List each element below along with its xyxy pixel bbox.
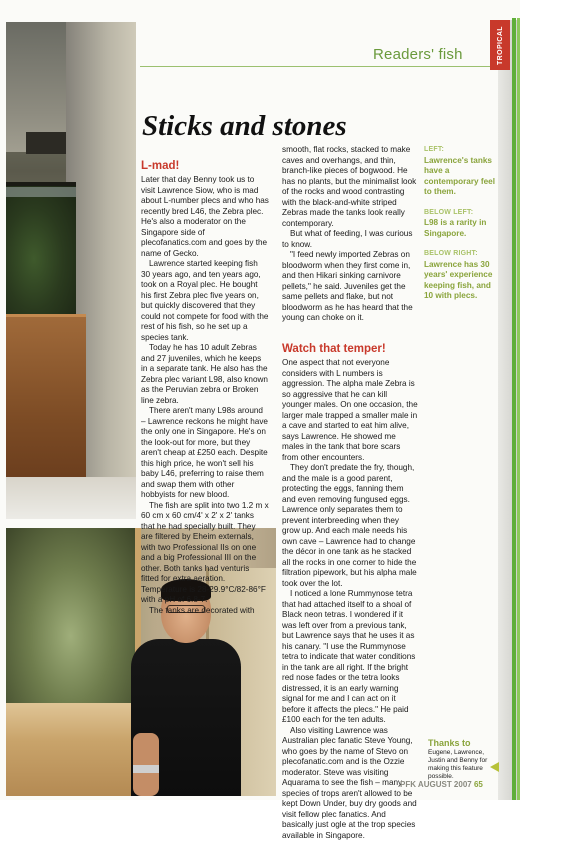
thanks-box (428, 738, 498, 781)
caption-label: BELOW LEFT: (424, 208, 496, 219)
section-tag-label: TROPICAL (497, 26, 504, 65)
paragraph: The tanks are decorated with (141, 606, 269, 617)
article-column-1 (141, 160, 269, 616)
caption-below-left (424, 208, 496, 240)
subheading-l-mad: L-mad! (141, 160, 269, 173)
page-edge-stripe (512, 18, 516, 800)
article-column-2-continued (282, 343, 418, 841)
article-headline: Sticks and stones (142, 110, 402, 143)
paragraph: Also visiting Lawrence was Australian plec fanatic Steve Young, who goes by the name of Stevo on plecofanatic.com and is the Ozzie moderator. Steve was visiting Aquarama to see the fish – many species of trops aren't allowed to be kept Down Under, buy dry goods and visit fellow plec fanatics. And basically just ogle at the trop species available in Singapore. (282, 726, 418, 841)
paragraph: But what of feeding, I was curious to know. (282, 229, 418, 250)
photo-tank-light (6, 187, 76, 197)
thanks-body: Eugene, Lawrence, Justin and Benny for making this feature possible. (428, 749, 498, 781)
footer-magazine: PFK AUGUST 2007 (400, 780, 472, 789)
caption-text: L98 is a rarity in Singapore. (424, 218, 486, 238)
caption-below-right (424, 249, 496, 302)
subheading-watch-that-temper: Watch that temper! (282, 343, 418, 356)
paragraph: I noticed a lone Rummynose tetra that had attached itself to a shoal of Black neon tetras. I wondered if it was left over from a previous tank, but Lawrence says that he uses it as his canary. "I use the Rummynose tetra to indicate that water conditions in the tank are all right. If the bright red nose fades or the tetra looks distressed, it is an early warning signal for me and I can act on it before it affects the plecs." He paid £100 each for the ten adults. (282, 589, 418, 726)
end-arrow-icon (490, 762, 499, 772)
page-number: 65 (474, 780, 483, 789)
caption-text: Lawrence's tanks have a contemporary feel to them. (424, 156, 495, 197)
caption-text: Lawrence has 30 years' experience keeping fish, and 10 with plecs. (424, 260, 492, 301)
photo-captions (424, 145, 496, 312)
paragraph: One aspect that not everyone considers with L numbers is aggression. The alpha male Zebra is so aggressive that he can kill younger males. On one occasion, the larger male trapped a smaller male in a cave and started to eat him alive, says Lawrence. He showed me males in the tank that bore scars from other encounters. (282, 358, 418, 463)
section-title: Readers' fish (373, 46, 488, 63)
photo-aquarium-room (6, 22, 136, 519)
paragraph: Later that day Benny took us to visit Lawrence Siow, who is mad about L-number plecs and who has recently bred L46, the Zebra plec. He's also a moderator on the Singapore side of plecofanatics.com and goes by the name of Gecko. (141, 175, 269, 259)
paragraph: There aren't many L98s around – Lawrence reckons he might have the only one in Singapore. He's on the look-out for more, but they aren't cheap at £250 each. Despite this high price, he won't sell his baby L46, preferring to raise them and swap them with other hobbyists for new blood. (141, 406, 269, 501)
paragraph: They don't predate the fry, though, and the male is a good parent, protecting the eggs, fanning them and even removing fungused eggs. Lawrence only separates them to prevent interbreeding when they grow up. And each male needs his own cave – Lawrence had to change the décor in one tank as he stacked all the rocks in one corner to hide the filtration pipework, but his alpha male took over the lot. (282, 463, 418, 589)
paragraph: "I feed newly imported Zebras on bloodworm when they first come in, and then Hikari sinking carnivore pellets," he said. Juveniles get the same pellets and flake, but not bloodworm as he has heard that the young can choke on it. (282, 250, 418, 324)
photo-tank-stand (6, 703, 141, 796)
caption-left (424, 145, 496, 198)
photo-floor (6, 477, 136, 519)
section-tag (490, 20, 510, 70)
paragraph: smooth, flat rocks, stacked to make caves and overhangs, and thin, branch-like pieces of bogwood. He has no plants, but the minimalist look of the rocks and wood contrasting with the black-and-white striped Zebras made the tanks look really contemporary. (282, 145, 418, 229)
thanks-title: Thanks to (428, 738, 498, 749)
photo-tank (6, 182, 76, 332)
header-rule (140, 66, 490, 67)
caption-label: LEFT: (424, 145, 496, 156)
article-column-2 (282, 145, 418, 324)
caption-label: BELOW RIGHT: (424, 249, 496, 260)
photo-cabinet (6, 314, 86, 484)
photo-tank-bogwood (6, 528, 141, 708)
page-edge-stripe-light (517, 18, 520, 800)
page-footer (400, 780, 496, 789)
person-watch (133, 765, 159, 773)
paragraph: Lawrence started keeping fish 30 years ago, and ten years ago, took on a Royal plec. He bought his first Zebra plec five years on, but quickly discovered that they could not compete for food with the rest of his fish, so he set up a species tank. (141, 259, 269, 343)
paragraph: Today he has 10 adult Zebras and 27 juveniles, which he keeps in a separate tank. He also has the Zebra plec variant L98, also known as the Peruvian zebra or Broken line zebra. (141, 343, 269, 406)
paragraph: The fish are split into two 1.2 m x 60 cm x 60 cm/4' x 2' x 2' tanks that he had specially built. They are filtered by Eheim externals, with two Professional IIs on one and a big Professional III on the other. Both tanks had venturis fitted for extra aeration. Temperature is 28-29.9°C/82-86°F with a pH of 6.8-7. (141, 501, 269, 606)
page-margin (520, 0, 581, 800)
